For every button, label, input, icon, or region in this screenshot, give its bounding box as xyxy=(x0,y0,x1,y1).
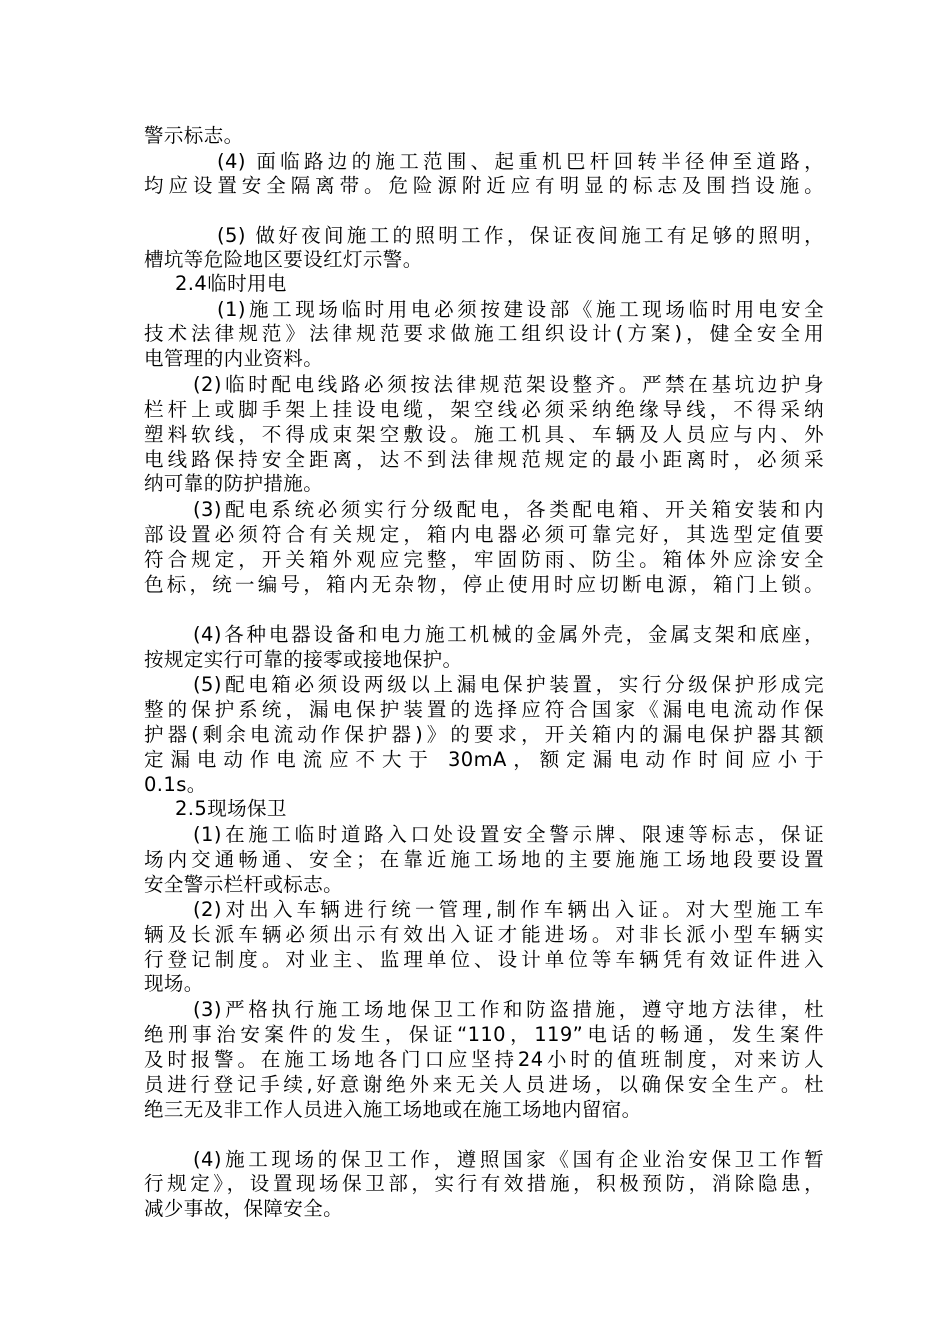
text-line: 色标，统一编号，箱内无杂物，停止使用时应切断电源，箱门上锁。 xyxy=(144,573,824,596)
list-item-1: (1)施工现场临时用电必须按建设部《施工现场临时用电安全 xyxy=(217,298,824,321)
text-line: 现场。 xyxy=(144,972,204,995)
text-line: 纳可靠的防护措施。 xyxy=(144,472,324,495)
text-line: 安全警示栏杆或标志。 xyxy=(144,873,344,896)
text-line: 技术法律规范》法律规范要求做施工组织设计(方案)，健全安全用 xyxy=(144,322,824,345)
text-line: 0.1s。 xyxy=(144,773,207,796)
text-line: 减少事故，保障安全。 xyxy=(144,1197,344,1220)
list-item-5: (5)配电箱必须设两级以上漏电保护装置，实行分级保护形成完 xyxy=(193,673,824,696)
text-line: 护器(剩余电流动作保护器)》的要求，开关箱内的漏电保护器其额 xyxy=(144,723,824,746)
list-item-4: (4)施工现场的保卫工作，遵照国家《国有企业治安保卫工作暂 xyxy=(193,1148,824,1171)
text-line: 栏杆上或脚手架上挂设电缆，架空线必须采纳绝缘导线，不得采纳 xyxy=(144,398,824,421)
text-line: 辆及长派车辆必须出示有效出入证才能进场。对非长派小型车辆实 xyxy=(144,923,824,946)
list-item-3: (3)严格执行施工场地保卫工作和防盗措施，遵守地方法律，杜 xyxy=(193,998,824,1021)
list-item-4: (4)各种电器设备和电力施工机械的金属外壳，金属支架和底座， xyxy=(193,623,824,646)
list-item-5: (5) 做好夜间施工的照明工作，保证夜间施工有足够的照明， xyxy=(217,224,824,247)
list-item-4: (4) 面临路边的施工范围、起重机巴杆回转半径伸至道路， xyxy=(217,150,824,173)
text-line: 槽坑等危险地区要设红灯示警。 xyxy=(144,248,423,271)
text-line: 绝三无及非工作人员进入施工场地或在施工场地内留宿。 xyxy=(144,1098,642,1121)
list-item-3: (3)配电系统必须实行分级配电，各类配电箱、开关箱安装和内 xyxy=(193,498,824,521)
list-item-2: (2)临时配电线路必须按法律规范架设整齐。严禁在基坑边护身 xyxy=(193,373,824,396)
text-line: 绝刑事治安案件的发生，保证“110，119”电话的畅通，发生案件 xyxy=(144,1023,824,1046)
text-line: 定漏电动作电流应不大于 30mA，额定漏电动作时间应小于 xyxy=(144,748,824,771)
section-heading-2-4: 2.4临时用电 xyxy=(175,272,287,295)
text-line: 电线路保持安全距离，达不到法律规范规定的最小距离时，必须采 xyxy=(144,448,824,471)
text-line: 部设置必须符合有关规定，箱内电器必须可靠完好，其选型定值要 xyxy=(144,523,824,546)
text-line: 员进行登记手续,好意谢绝外来无关人员进场，以确保安全生产。杜 xyxy=(144,1073,824,1096)
text-line: 符合规定，开关箱外观应完整，牢固防雨、防尘。箱体外应涂安全 xyxy=(144,548,824,571)
text-line: 均应设置安全隔离带。危险源附近应有明显的标志及围挡设施。 xyxy=(144,174,824,197)
list-item-2: (2)对出入车辆进行统一管理,制作车辆出入证。对大型施工车 xyxy=(193,898,824,921)
text-line: 整的保护系统，漏电保护装置的选择应符合国家《漏电电流动作保 xyxy=(144,698,824,721)
text-line: 塑料软线，不得成束架空敷设。施工机具、车辆及人员应与内、外 xyxy=(144,423,824,446)
text-line: 按规定实行可靠的接零或接地保护。 xyxy=(144,648,463,671)
section-heading-2-5: 2.5现场保卫 xyxy=(175,797,287,820)
text-line: 场内交通畅通、安全；在靠近施工场地的主要施施工场地段要设置 xyxy=(144,848,824,871)
text-line: 电管理的内业资料。 xyxy=(144,347,324,370)
text-line: 及时报警。在施工场地各门口应坚持24小时的值班制度，对来访人 xyxy=(144,1048,824,1071)
text-line: 行登记制度。对业主、监理单位、设计单位等车辆凭有效证件进入 xyxy=(144,948,824,971)
text-line: 行规定》，设置现场保卫部，实行有效措施，积极预防，消除隐患， xyxy=(144,1172,824,1195)
text-line: 警示标志。 xyxy=(144,124,244,147)
list-item-1: (1)在施工临时道路入口处设置安全警示牌、限速等标志，保证 xyxy=(193,823,824,846)
